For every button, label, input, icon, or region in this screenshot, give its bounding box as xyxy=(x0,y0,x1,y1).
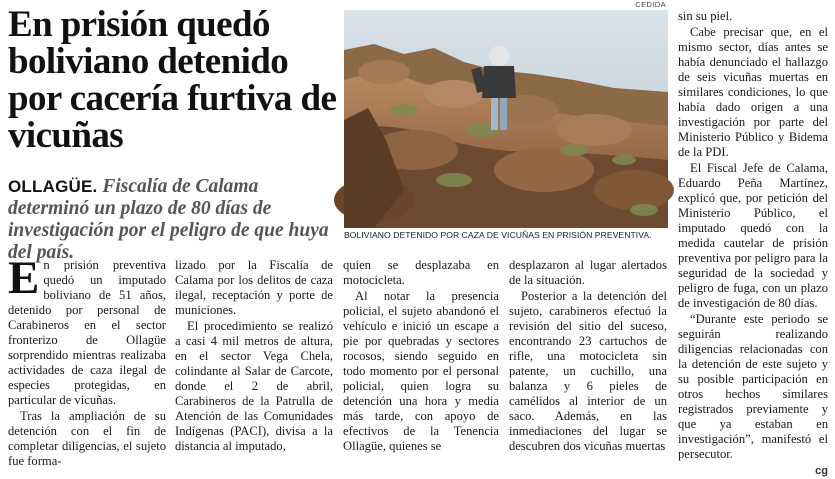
paragraph-text: n prisión preventiva quedó un imputado boliviano de 51 años, detenido por personal de Carabineros en el sector fronterizo de Ollagüe sorprendido mientras realizaba actividades de caza ilegal de especies protegidas, en particular de vicuñas. xyxy=(8,258,166,407)
end-mark: cg xyxy=(815,465,828,477)
photo-caption: BOLIVIANO DETENIDO POR CAZA DE VICUÑAS EN PRISIÓN PREVENTIVA. xyxy=(344,230,652,240)
paragraph: Al notar la presencia policial, el sujeto abandonó el vehículo e inició un escape a pie por quebradas y sectores rocosos, siendo seguido en todo momento por el personal policial, quien logra su detención una hora y media más tarde, con apoyo de efectivos de la Tenencia Ollagüe, quienes se xyxy=(343,289,499,453)
paragraph: lizado por la Fiscalía de Calama por los delitos de caza ilegal, receptación y porte de municiones. xyxy=(175,258,333,317)
paragraph: desplazaron al lugar alertados de la situación. xyxy=(509,258,667,287)
column-1 xyxy=(8,252,166,470)
deck xyxy=(8,176,338,264)
photo-credit: CEDIDA xyxy=(635,0,666,9)
paragraph: Posterior a la detención del sujeto, carabineros efectuó la revisión del sitio del suceso, encontrando 23 cartuchos de rifle, una motocicleta sin patente, un cuchillo, una balanza y 6 pieles de camélidos al interior de un saco. Además, en las inmediaciones del lugar se descubren dos vicuñas muertas xyxy=(509,289,667,453)
paragraph: “Durante este periodo se seguirán realizando diligencias relacionadas con la detención de este sujeto y su posible participación en otros hechos similares registrados previamente y que ya estaban en investigación”, manifestó el persecutor. xyxy=(678,312,828,461)
end-mark-wrap xyxy=(678,463,828,479)
deck-place: OLLAGÜE. xyxy=(8,177,98,196)
dropcap: E xyxy=(8,252,40,304)
paragraph: El procedimiento se realizó a casi 4 mil metros de altura, en el sector Vega Chela, colindante al Salar de Carcote, donde el 2 de abril, Carabineros de la Patrulla de Atención de las Comunidades Indígenas (PACI), divisa a la distancia al imputado, xyxy=(175,319,333,453)
headline: En prisión quedó boliviano detenido por cacería furtiva de vicuñas xyxy=(8,4,337,156)
photo-illustration xyxy=(344,10,668,228)
paragraph xyxy=(8,252,166,408)
paragraph: Tras la ampliación de su detención con el fin de completar diligencias, el sujeto fue forma- xyxy=(8,409,166,468)
column-3 xyxy=(343,258,499,455)
column-5 xyxy=(678,9,828,479)
deck-text: Fiscalía de Calama determinó un plazo de 80 días de investigación por el peligro de que huya del país. xyxy=(8,176,329,263)
column-4 xyxy=(509,258,667,455)
column-2 xyxy=(175,258,333,455)
paragraph: Cabe precisar que, en el mismo sector, días antes se había denunciado el hallazgo de seis vicuñas muertas en similares condiciones, lo que había dado origen a una investigación por parte del Ministerio Público y Bidema de la PDI. xyxy=(678,25,828,159)
article-photo xyxy=(344,10,668,228)
paragraph: sin su piel. xyxy=(678,9,733,23)
paragraph: quien se desplazaba en motocicleta. xyxy=(343,258,499,287)
paragraph: El Fiscal Jefe de Calama, Eduardo Peña Martínez, explicó que, por petición del Ministerio Público, el imputado quedó con la medida cautelar de prisión preventiva por peligro para la seguridad de la sociedad y peligro de fuga, con un plazo de investigación de 80 días. xyxy=(678,161,828,310)
